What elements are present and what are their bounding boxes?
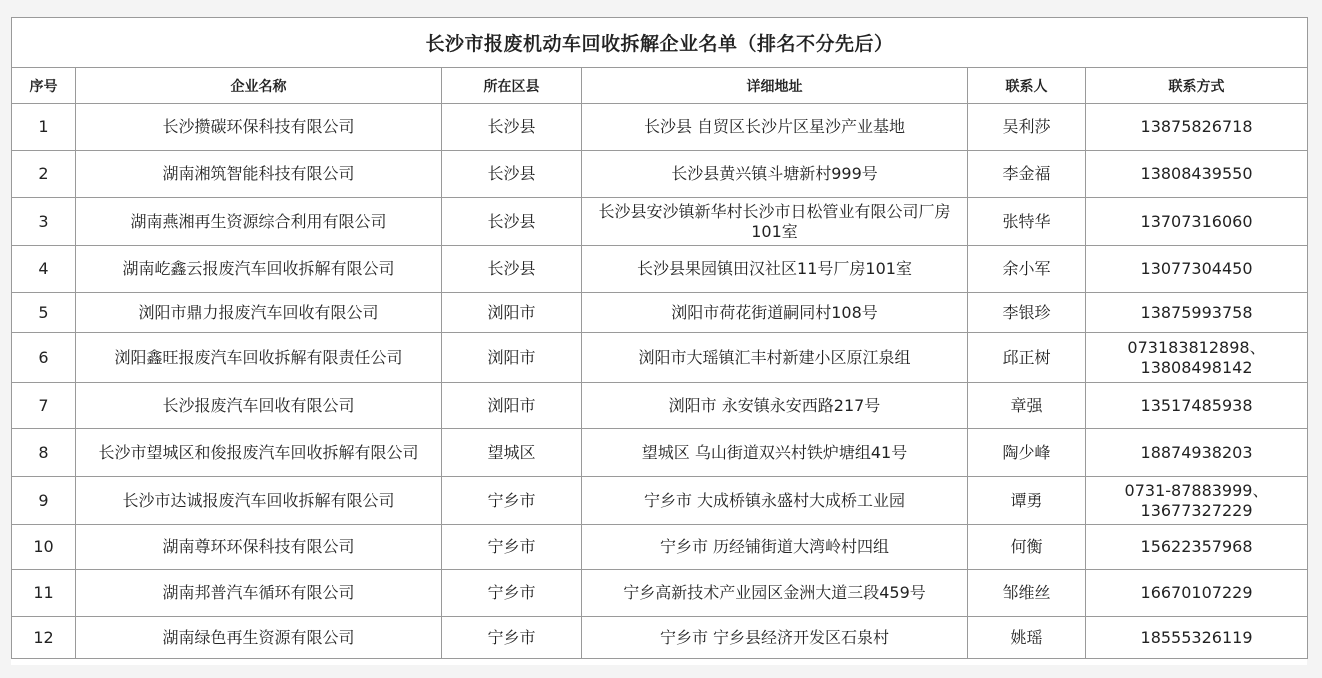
cell-phone: 15622357968	[1086, 525, 1308, 570]
cell-district: 宁乡市	[442, 617, 582, 659]
cell-contact: 张特华	[968, 198, 1086, 246]
cell-address: 宁乡市 历经铺街道大湾岭村四组	[582, 525, 968, 570]
cell-contact: 余小军	[968, 246, 1086, 293]
table-row	[12, 151, 1308, 198]
cell-contact: 李金福	[968, 151, 1086, 198]
cell-enterprise-name: 湖南燕湘再生资源综合利用有限公司	[76, 198, 442, 246]
header-no: 序号	[12, 68, 76, 104]
enterprise-table	[11, 17, 1308, 659]
cell-address: 浏阳市荷花街道嗣同村108号	[582, 293, 968, 333]
header-district: 所在区县	[442, 68, 582, 104]
document-sheet	[11, 17, 1307, 665]
table-row	[12, 246, 1308, 293]
cell-phone: 16670107229	[1086, 570, 1308, 617]
header-row	[12, 68, 1308, 104]
cell-phone: 13875826718	[1086, 104, 1308, 151]
cell-no: 1	[12, 104, 76, 151]
cell-phone: 13707316060	[1086, 198, 1308, 246]
cell-district: 长沙县	[442, 246, 582, 293]
cell-address: 浏阳市大瑶镇汇丰村新建小区原江泉组	[582, 333, 968, 383]
cell-phone: 18555326119	[1086, 617, 1308, 659]
cell-phone: 13808439550	[1086, 151, 1308, 198]
cell-no: 10	[12, 525, 76, 570]
table-row	[12, 477, 1308, 525]
cell-phone: 13875993758	[1086, 293, 1308, 333]
cell-no: 12	[12, 617, 76, 659]
table-row	[12, 383, 1308, 429]
cell-district: 宁乡市	[442, 525, 582, 570]
cell-no: 9	[12, 477, 76, 525]
cell-district: 长沙县	[442, 104, 582, 151]
cell-phone: 13077304450	[1086, 246, 1308, 293]
cell-contact: 姚瑶	[968, 617, 1086, 659]
cell-enterprise-name: 长沙市达诚报废汽车回收拆解有限公司	[76, 477, 442, 525]
cell-district: 宁乡市	[442, 570, 582, 617]
cell-enterprise-name: 湖南绿色再生资源有限公司	[76, 617, 442, 659]
cell-address: 望城区 乌山街道双兴村铁炉塘组41号	[582, 429, 968, 477]
cell-district: 浏阳市	[442, 333, 582, 383]
cell-contact: 李银珍	[968, 293, 1086, 333]
cell-no: 6	[12, 333, 76, 383]
cell-no: 7	[12, 383, 76, 429]
table-row	[12, 570, 1308, 617]
cell-enterprise-name: 长沙报废汽车回收有限公司	[76, 383, 442, 429]
table-row	[12, 333, 1308, 383]
cell-phone: 13517485938	[1086, 383, 1308, 429]
title-row	[12, 18, 1308, 68]
cell-address: 长沙县果园镇田汉社区11号厂房101室	[582, 246, 968, 293]
cell-phone: 0731-87883999、13677327229	[1086, 477, 1308, 525]
cell-enterprise-name: 湖南尊环环保科技有限公司	[76, 525, 442, 570]
cell-address: 长沙县 自贸区长沙片区星沙产业基地	[582, 104, 968, 151]
cell-no: 8	[12, 429, 76, 477]
cell-no: 2	[12, 151, 76, 198]
table-row	[12, 525, 1308, 570]
cell-address: 宁乡市 大成桥镇永盛村大成桥工业园	[582, 477, 968, 525]
cell-district: 浏阳市	[442, 383, 582, 429]
cell-no: 11	[12, 570, 76, 617]
table-row	[12, 198, 1308, 246]
cell-address: 长沙县安沙镇新华村长沙市日松管业有限公司厂房101室	[582, 198, 968, 246]
cell-phone: 18874938203	[1086, 429, 1308, 477]
cell-address: 浏阳市 永安镇永安西路217号	[582, 383, 968, 429]
header-address: 详细地址	[582, 68, 968, 104]
header-phone: 联系方式	[1086, 68, 1308, 104]
cell-enterprise-name: 长沙市望城区和俊报废汽车回收拆解有限公司	[76, 429, 442, 477]
cell-district: 宁乡市	[442, 477, 582, 525]
cell-contact: 邹维丝	[968, 570, 1086, 617]
page-title: 长沙市报废机动车回收拆解企业名单（排名不分先后）	[12, 18, 1308, 68]
table-row	[12, 104, 1308, 151]
cell-contact: 何衡	[968, 525, 1086, 570]
cell-enterprise-name: 湖南屹鑫云报废汽车回收拆解有限公司	[76, 246, 442, 293]
cell-enterprise-name: 长沙攒碳环保科技有限公司	[76, 104, 442, 151]
cell-contact: 邱正树	[968, 333, 1086, 383]
cell-phone: 073183812898、13808498142	[1086, 333, 1308, 383]
header-contact: 联系人	[968, 68, 1086, 104]
cell-district: 浏阳市	[442, 293, 582, 333]
table-row	[12, 429, 1308, 477]
cell-no: 4	[12, 246, 76, 293]
cell-district: 长沙县	[442, 198, 582, 246]
cell-enterprise-name: 浏阳市鼎力报废汽车回收有限公司	[76, 293, 442, 333]
table-row	[12, 293, 1308, 333]
cell-address: 长沙县黄兴镇斗塘新村999号	[582, 151, 968, 198]
cell-contact: 章强	[968, 383, 1086, 429]
cell-contact: 谭勇	[968, 477, 1086, 525]
cell-enterprise-name: 湖南邦普汽车循环有限公司	[76, 570, 442, 617]
cell-contact: 陶少峰	[968, 429, 1086, 477]
cell-no: 5	[12, 293, 76, 333]
cell-district: 长沙县	[442, 151, 582, 198]
cell-contact: 吴利莎	[968, 104, 1086, 151]
cell-enterprise-name: 浏阳鑫旺报废汽车回收拆解有限责任公司	[76, 333, 442, 383]
header-name: 企业名称	[76, 68, 442, 104]
cell-address: 宁乡市 宁乡县经济开发区石泉村	[582, 617, 968, 659]
cell-no: 3	[12, 198, 76, 246]
cell-address: 宁乡高新技术产业园区金洲大道三段459号	[582, 570, 968, 617]
cell-enterprise-name: 湖南湘筑智能科技有限公司	[76, 151, 442, 198]
table-row	[12, 617, 1308, 659]
cell-district: 望城区	[442, 429, 582, 477]
